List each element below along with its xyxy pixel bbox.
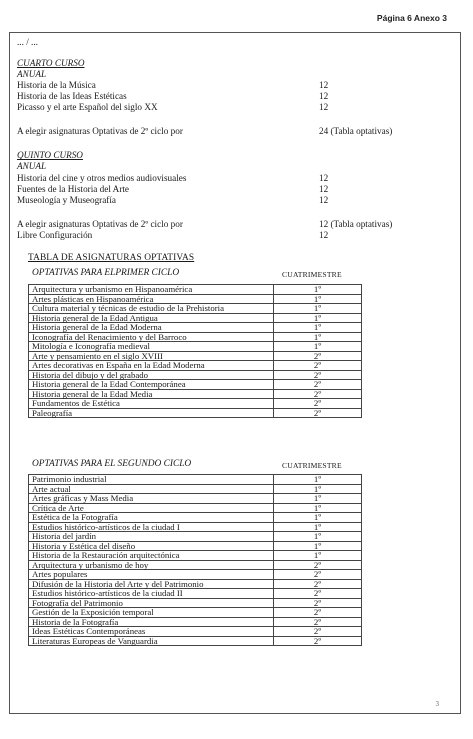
table-row <box>29 627 362 637</box>
cuatrimestre-value: 1º <box>274 513 362 523</box>
segundo-ciclo-col-header: CUATRIMESTRE <box>282 461 342 470</box>
table-row <box>29 408 362 418</box>
table-row <box>29 304 362 314</box>
cuatrimestre-value: 2º <box>274 617 362 627</box>
table-row <box>29 494 362 504</box>
subject-name: Estudios histórico-artísticos de la ciudad II <box>29 589 274 599</box>
table-row <box>29 475 362 485</box>
subject-name: Historia del jardín <box>29 532 274 542</box>
cuatrimestre-value: 1º <box>274 323 362 333</box>
subject-name: Ideas Estéticas Contemporáneas <box>29 627 274 637</box>
table-row <box>29 608 362 618</box>
segundo-ciclo-title: OPTATIVAS PARA EL SEGUNDO CICLO <box>32 459 192 469</box>
cuarto-item-credits: 12 <box>319 91 329 101</box>
subject-name: Artes gráficas y Mass Media <box>29 494 274 504</box>
cuatrimestre-value: 2º <box>274 399 362 409</box>
table-row <box>29 513 362 523</box>
cuatrimestre-value: 1º <box>274 304 362 314</box>
cuatrimestre-value: 2º <box>274 408 362 418</box>
subject-name: Historia del dibujo y del grabado <box>29 370 274 380</box>
segundo-ciclo-table <box>28 474 362 646</box>
quinto-libre-credits: 12 <box>319 230 329 240</box>
primer-ciclo-col-header: CUATRIMESTRE <box>282 270 342 279</box>
cuatrimestre-value: 2º <box>274 608 362 618</box>
subject-name: Historia general de la Edad Media <box>29 389 274 399</box>
table-row <box>29 570 362 580</box>
cuatrimestre-value: 1º <box>274 551 362 561</box>
subject-name: Historia general de la Edad Contemporánea <box>29 380 274 390</box>
table-row <box>29 380 362 390</box>
subject-name: Historia general de la Edad Moderna <box>29 323 274 333</box>
subject-name: Cultura material y técnicas de estudio de la Prehistoria <box>29 304 274 314</box>
subject-name: Artes plásticas en Hispanoamérica <box>29 294 274 304</box>
cuatrimestre-value: 1º <box>274 313 362 323</box>
cuatrimestre-value: 1º <box>274 522 362 532</box>
continuation-mark: ... / ... <box>17 37 38 47</box>
table-row <box>29 551 362 561</box>
primer-ciclo-table <box>28 284 362 418</box>
subject-name: Literaturas Europeas de Vanguardia <box>29 636 274 646</box>
cuatrimestre-value: 1º <box>274 332 362 342</box>
cuatrimestre-value: 2º <box>274 389 362 399</box>
subject-name: Historia y Estética del diseño <box>29 541 274 551</box>
table-row <box>29 532 362 542</box>
quinto-libre-label: Libre Configuración <box>17 230 93 240</box>
cuatrimestre-value: 1º <box>274 532 362 542</box>
subject-name: Historia general de la Edad Antigua <box>29 313 274 323</box>
cuatrimestre-value: 2º <box>274 627 362 637</box>
subject-name: Mitología e Iconografía medieval <box>29 342 274 352</box>
cuatrimestre-value: 1º <box>274 475 362 485</box>
quinto-item-credits: 12 <box>319 173 329 183</box>
subject-name: Historia de la Restauración arquitectónica <box>29 551 274 561</box>
subject-name: Fotografía del Patrimonio <box>29 598 274 608</box>
subject-name: Arte y pensamiento en el siglo XVIII <box>29 351 274 361</box>
subject-name: Arquitectura y urbanismo de hoy <box>29 560 274 570</box>
quinto-item-credits: 12 <box>319 195 329 205</box>
table-row <box>29 589 362 599</box>
cuatrimestre-value: 2º <box>274 636 362 646</box>
table-row <box>29 361 362 371</box>
cuatrimestre-value: 1º <box>274 294 362 304</box>
quinto-optativas-label: A elegir asignaturas Optativas de 2º ciclo por <box>17 219 183 229</box>
quinto-item-credits: 12 <box>319 184 329 194</box>
subject-name: Estudios histórico-artísticos de la ciudad I <box>29 522 274 532</box>
quinto-item: Historia del cine y otros medios audiovisuales <box>17 173 187 183</box>
cuarto-optativas-label: A elegir asignaturas Optativas de 2º ciclo por <box>17 126 183 136</box>
subject-name: Historia de la Fotografía <box>29 617 274 627</box>
cuarto-optativas-credits: 24 (Tabla optativas) <box>319 126 393 136</box>
subject-name: Iconografía del Renacimiento y del Barroco <box>29 332 274 342</box>
cuatrimestre-value: 1º <box>274 484 362 494</box>
cuatrimestre-value: 2º <box>274 589 362 599</box>
cuatrimestre-value: 2º <box>274 560 362 570</box>
quinto-optativas-credits: 12 (Tabla optativas) <box>319 219 393 229</box>
subject-name: Artes decorativas en España en la Edad Moderna <box>29 361 274 371</box>
quinto-title: QUINTO CURSO <box>17 150 83 160</box>
cuarto-item: Historia de la Música <box>17 80 96 90</box>
subject-name: Arte actual <box>29 484 274 494</box>
cuarto-title: CUARTO CURSO <box>17 58 85 68</box>
page-header: Página 6 Anexo 3 <box>376 13 447 23</box>
cuarto-item-credits: 12 <box>319 80 329 90</box>
cuatrimestre-value: 1º <box>274 342 362 352</box>
quinto-item: Museología y Museografía <box>17 195 116 205</box>
subject-name: Estética de la Fotografía <box>29 513 274 523</box>
subject-name: Gestión de la Exposición temporal <box>29 608 274 618</box>
table-row <box>29 636 362 646</box>
cuatrimestre-value: 2º <box>274 361 362 371</box>
table-row <box>29 399 362 409</box>
primer-ciclo-title: OPTATIVAS PARA ELPRIMER CICLO <box>32 268 180 278</box>
table-title: TABLA DE ASIGNATURAS OPTATIVAS <box>28 253 195 263</box>
cuatrimestre-value: 1º <box>274 494 362 504</box>
cuatrimestre-value: 2º <box>274 351 362 361</box>
cuatrimestre-value: 2º <box>274 579 362 589</box>
table-row <box>29 285 362 295</box>
subject-name: Artes populares <box>29 570 274 580</box>
subject-name: Crítica de Arte <box>29 503 274 513</box>
subject-name: Patrimonio industrial <box>29 475 274 485</box>
cuatrimestre-value: 2º <box>274 380 362 390</box>
quinto-item: Fuentes de la Historia del Arte <box>17 184 130 194</box>
cuarto-subtitle: ANUAL <box>17 69 47 79</box>
cuarto-item: Picasso y el arte Español del siglo XX <box>17 102 158 112</box>
subject-name: Difusión de la Historia del Arte y del Patrimonio <box>29 579 274 589</box>
cuatrimestre-value: 2º <box>274 370 362 380</box>
quinto-subtitle: ANUAL <box>17 161 47 171</box>
subject-name: Fundamentos de Estética <box>29 399 274 409</box>
cuatrimestre-value: 1º <box>274 503 362 513</box>
cuatrimestre-value: 2º <box>274 570 362 580</box>
subject-name: Arquitectura y urbanismo en Hispanoamérica <box>29 285 274 295</box>
cuarto-item: Historia de las Ideas Estéticas <box>17 91 127 101</box>
table-row <box>29 342 362 352</box>
footer-mark: 3 <box>435 700 439 708</box>
table-row <box>29 323 362 333</box>
cuatrimestre-value: 1º <box>274 541 362 551</box>
cuarto-item-credits: 12 <box>319 102 329 112</box>
cuatrimestre-value: 2º <box>274 598 362 608</box>
cuatrimestre-value: 1º <box>274 285 362 295</box>
subject-name: Paleografía <box>29 408 274 418</box>
